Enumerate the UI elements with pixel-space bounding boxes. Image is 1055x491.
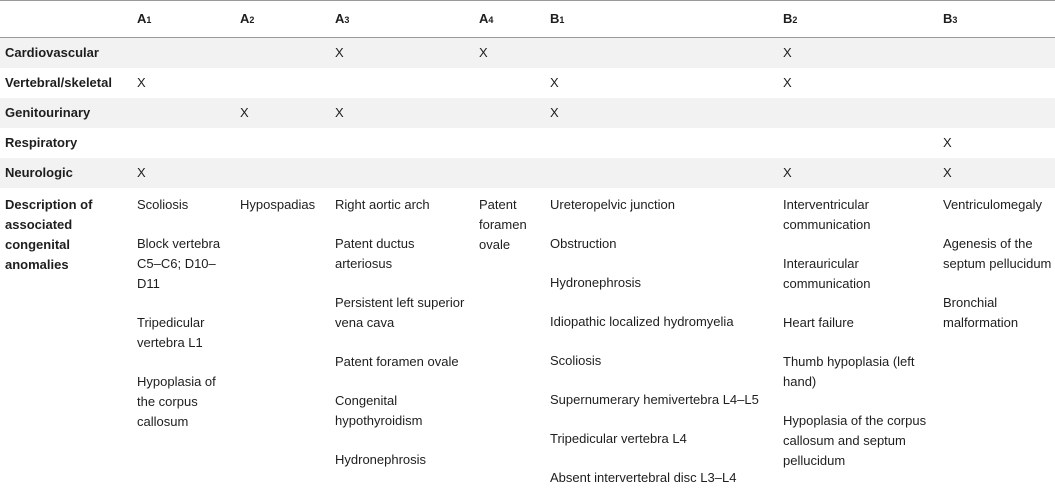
mark-cell	[330, 128, 474, 158]
anomaly-item: Interauricular communication	[783, 255, 871, 291]
mark-cell: X	[335, 44, 344, 60]
mark-cell	[235, 68, 330, 98]
mark-cell: X	[550, 74, 559, 90]
anomaly-item: Patent foramen ovale	[335, 353, 459, 369]
anomaly-item: Patent foramen ovale	[479, 196, 527, 252]
mark-cell	[545, 38, 778, 68]
anomaly-item: Hydronephrosis	[550, 274, 642, 290]
row-label: Genitourinary	[5, 104, 91, 120]
anomaly-item: Scoliosis	[550, 352, 602, 368]
mark-cell	[938, 38, 1055, 68]
anomaly-item: Tripedicular vertebra L1	[137, 314, 205, 350]
mark-cell: X	[783, 44, 792, 60]
mark-cell	[545, 128, 778, 158]
mark-cell	[545, 158, 778, 188]
anomaly-item: Tripedicular vertebra L4	[550, 430, 687, 446]
row-label: Neurologic	[5, 164, 73, 180]
mark-cell	[474, 128, 545, 158]
mark-cell	[235, 128, 330, 158]
anomaly-item: Hypoplasia of the corpus callosum and septum pellucidum	[783, 412, 927, 468]
row-label: Cardiovascular	[5, 44, 99, 60]
column-header: A4	[474, 1, 545, 38]
mark-cell	[778, 98, 938, 128]
row-label: Respiratory	[5, 134, 78, 150]
anomaly-item: Patent ductus arteriosus	[335, 235, 415, 271]
mark-cell	[474, 98, 545, 128]
mark-cell	[938, 68, 1055, 98]
header-corner	[0, 1, 132, 38]
anomaly-item: Idiopathic localized hydromyelia	[550, 313, 734, 329]
anomaly-item: Heart failure	[783, 314, 854, 330]
anomaly-item: Absent intervertebral disc L3–L4	[550, 469, 737, 485]
anomaly-item: Ureteropelvic junction	[550, 196, 676, 212]
anomaly-item: Hypoplasia of the corpus callosum	[137, 373, 216, 429]
mark-cell	[330, 68, 474, 98]
header-row	[0, 1, 1055, 38]
mark-cell: X	[943, 164, 952, 180]
anomaly-item: Interventricular communication	[783, 196, 871, 232]
anomaly-item: Obstruction	[550, 235, 617, 251]
anomaly-item: Block vertebra C5–C6; D10–D11	[137, 235, 221, 291]
mark-cell: X	[479, 44, 488, 60]
table-row	[0, 68, 1055, 98]
description-cell	[545, 188, 778, 488]
anomaly-item: Bronchial malformation	[943, 294, 1019, 330]
anomaly-item: Persistent left superior vena cava	[335, 294, 465, 330]
table-row	[0, 38, 1055, 68]
anomaly-item: Scoliosis	[137, 196, 189, 212]
anomaly-item: Hypospadias	[240, 196, 316, 212]
mark-cell: X	[550, 104, 559, 120]
mark-cell	[235, 158, 330, 188]
column-header: B3	[938, 1, 1055, 38]
description-cell	[235, 188, 330, 488]
table-row	[0, 128, 1055, 158]
description-cell	[132, 188, 235, 488]
mark-cell: X	[335, 104, 344, 120]
mark-cell	[132, 128, 235, 158]
description-row	[0, 188, 1055, 488]
mark-cell: X	[783, 164, 792, 180]
mark-cell	[474, 68, 545, 98]
description-cell	[330, 188, 474, 488]
column-header: B2	[778, 1, 938, 38]
anomaly-item: Congenital hypothyroidism	[335, 392, 423, 428]
column-header: A2	[235, 1, 330, 38]
mark-cell	[132, 98, 235, 128]
mark-cell	[938, 98, 1055, 128]
anomaly-item: Thumb hypoplasia (left hand)	[783, 353, 915, 389]
description-cell	[938, 188, 1055, 488]
description-cell	[474, 188, 545, 488]
anomaly-item: Hydronephrosis	[335, 451, 427, 467]
description-cell	[778, 188, 938, 488]
anomaly-item: Ventriculomegaly	[943, 196, 1042, 212]
row-label: Vertebral/skeletal	[5, 74, 112, 90]
mark-cell: X	[783, 74, 792, 90]
mark-cell	[778, 128, 938, 158]
mark-cell: X	[240, 104, 249, 120]
mark-cell	[330, 158, 474, 188]
mark-cell	[474, 158, 545, 188]
column-header: A1	[132, 1, 235, 38]
table-row	[0, 158, 1055, 188]
anomaly-item: Agenesis of the septum pellucidum	[943, 235, 1052, 271]
mark-cell: X	[943, 134, 952, 150]
table-row	[0, 98, 1055, 128]
mark-cell	[235, 38, 330, 68]
anomaly-item: Supernumerary hemivertebra L4–L5	[550, 391, 759, 407]
column-header: A3	[330, 1, 474, 38]
description-label: Description of associated congenital anomalies	[5, 196, 93, 272]
mark-cell: X	[137, 164, 146, 180]
mark-cell	[132, 38, 235, 68]
mark-cell: X	[137, 74, 146, 90]
column-header: B1	[545, 1, 778, 38]
anomaly-item: Right aortic arch	[335, 196, 430, 212]
